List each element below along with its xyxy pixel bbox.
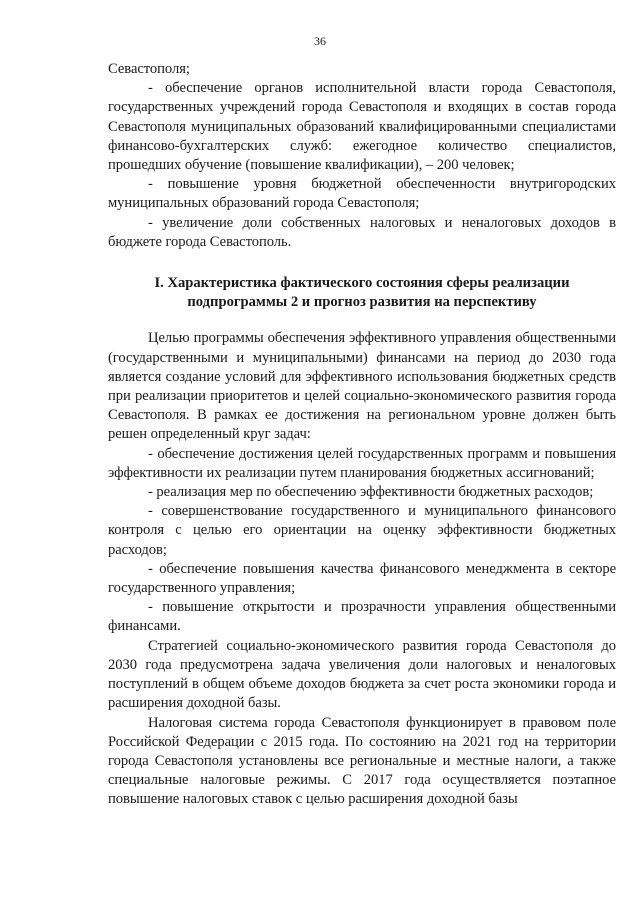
task-item-transparency: - повышение открытости и прозрачности управления общественными финансами.	[108, 599, 616, 635]
paragraph-program-goal: Целью программы обеспечения эффективного управления общественными (государственными и муниципальными) финансами на период до 2030 года является создание условий для эффективного использования бюджетных средств при реализации приоритетов и целей социально-экономического развития города Севастополя. В рамках ее достижения на региональном уровне должен быть решен определенный круг задач:	[108, 330, 616, 443]
page-number: 36	[314, 34, 326, 48]
section-heading	[108, 274, 616, 312]
indicator-item-budget-provision: - повышение уровня бюджетной обеспеченности внутригородских муниципальных образований города Севастополя;	[108, 176, 616, 212]
paragraph-tax-system: Налоговая система города Севастополя функционирует в правовом поле Российской Федерации с 2015 года. По состоянию на 2021 год на территории города Севастополя установлены все региональные и местные налоги, а также специальные налоговые режимы. С 2017 года осуществляется поэтапное повышение налоговых ставок с целью расширения доходной базы	[108, 714, 616, 808]
section-heading-line-1: I. Характеристика фактического состояния сферы реализации	[154, 275, 570, 292]
task-item-financial-control: - совершенствование государственного и муниципального финансового контроля с целью его ориентации на оценку эффективности бюджетных расходов;	[108, 503, 616, 558]
task-item-financial-management: - обеспечение повышения качества финансового менеджмента в секторе государственного управления;	[108, 560, 616, 597]
paragraph-strategy: Стратегией социально-экономического развития города Севастополя до 2030 года предусмотрена задача увеличения доли налоговых и неналоговых поступлений в общем объеме доходов бюджета за счет роста экономики города и расширения доходной базы.	[108, 637, 616, 712]
page-content	[108, 60, 616, 810]
indicator-item-own-revenue: - увеличение доли собственных налоговых и неналоговых доходов в бюджете города Севастополь.	[108, 214, 616, 250]
task-item-expense-efficiency: - реализация мер по обеспечению эффективности бюджетных расходов;	[148, 484, 594, 501]
continuation-line: Севастополя;	[108, 61, 190, 77]
indicator-item-specialists: - обеспечение органов исполнительной власти города Севастополя, государственных учреждений города Севастополя и входящих в состав города Севастополя муниципальных образований квалифицированными специалистами финансово-бухгалтерских служб: ежегодное количество специалистов, прошедших обучение (повышение квалификации), – 200 человек;	[108, 80, 616, 174]
task-item-program-goals: - обеспечение достижения целей государственных программ и повышения эффективности их реализации путем планирования бюджетных ассигнований;	[108, 445, 616, 481]
section-heading-line-2: подпрограммы 2 и прогноз развития на перспективу	[187, 294, 537, 311]
